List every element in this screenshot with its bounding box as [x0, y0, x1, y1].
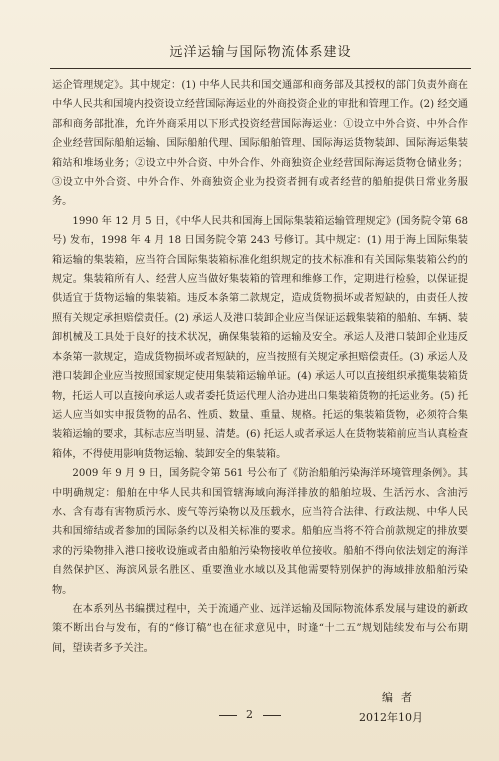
- body-text: [52, 76, 468, 658]
- page-number: 2: [246, 708, 253, 721]
- footer-dash-right: [263, 715, 281, 716]
- paragraph: 1990 年 12 月 5 日，《中华人民共和国海上国际集装箱运输管理规定》(国务院令第 68 号) 发布，1998 年 4 月 18 日国务院令第 243 号修订。其中规定：(1) 用于海上国际集装箱运输的集装箱，应当符合国际集装箱标准化组织规定的技术标准和有关国际集装箱公约的规定。集装箱所有人、经营人应当做好集装箱的管理和维修工作，定期进行检验，以保证提供适宜于货物运输的集装箱。违反本条第二款规定，造成货物损坏或者短缺的，由责任人按照有关规定承担赔偿责任。(2) 承运人及港口装卸企业应当保证运载集装箱的船舶、车辆、装卸机械及工具处于良好的技术状况，确保集装箱的运输及安全。承运人及港口装卸企业违反本条第一款规定，造成货物损坏或者短缺的，应当按照有关规定承担赔偿责任。(3) 承运人及港口装卸企业应当按照国家规定使用集装箱运输单证。(4) 承运人可以直接组织承揽集装箱货物，托运人可以直接向承运人或者委托货运代理人洽办进出口集装箱货物的托运业务。(5) 托运人应当如实申报货物的品名、性质、数量、重量、规格。托运的集装箱货物，必须符合集装箱运输的要求，其标志应当明显、清楚。(6) 托运人或者承运人在货物装箱前应当认真检查箱体，不得使用影响货物运输、装卸安全的集装箱。: [52, 215, 468, 460]
- paragraph-continued: 运企管理规定》。其中规定：(1) 中华人民共和国交通部和商务部及其授权的部门负责外商在中华人民共和国境内投资设立经营国际海运业的外商投资企业的审批和管理工作。(2) 经交通部和商务部批准，允许外商采用以下形式投资经营国际海运业：①设立中外合资、中外合作企业经营国际船舶运输、国际船舶代理、国际船舶管理、国际海运货物装卸、国际海运集装箱站和堆场业务；②设立中外合资、中外合作、外商独资企业经营国际海运货物仓储业务；③设立中外合资、中外合作、外商独资企业为投资者拥有或者经营的船舶提供日常业务服务。: [52, 80, 468, 208]
- page-footer: [0, 708, 499, 721]
- paragraph: 在本系列丛书编撰过程中，关于流通产业、远洋运输及国际物流体系发展与建设的新政策不断出台与发布，有的“修订稿”也在征求意见中，时逢“十二五”规划陆续发布与公布期间，望读者多予关注。: [52, 603, 468, 654]
- footer-dash-left: [219, 715, 237, 716]
- running-header: [50, 38, 471, 68]
- header-title: 远洋运输与国际物流体系建设: [169, 45, 352, 60]
- header-rule: [50, 68, 471, 69]
- signature-author: 编者: [382, 691, 420, 704]
- signature-date: 2012年10月: [359, 711, 423, 724]
- paragraph: 2009 年 9 月 9 日，国务院令第 561 号公布了《防治船舶污染海洋环境管理条例》。其中明确规定：船舶在中华人民共和国管辖海域向海洋排放的船舶垃圾、生活污水、含油污水、含有毒有害物质污水、废气等污染物以及压载水，应当符合法律、行政法规、中华人民共和国缔结或者参加的国际条约以及相关标准的要求。船舶应当将不符合前款规定的排放要求的污染物排入港口接收设施或者由船舶污染物接收单位接收。船舶不得向依法划定的海洋自然保护区、海滨风景名胜区、重要渔业水域以及其他需要特别保护的海域排放船舶污染物。: [52, 468, 468, 596]
